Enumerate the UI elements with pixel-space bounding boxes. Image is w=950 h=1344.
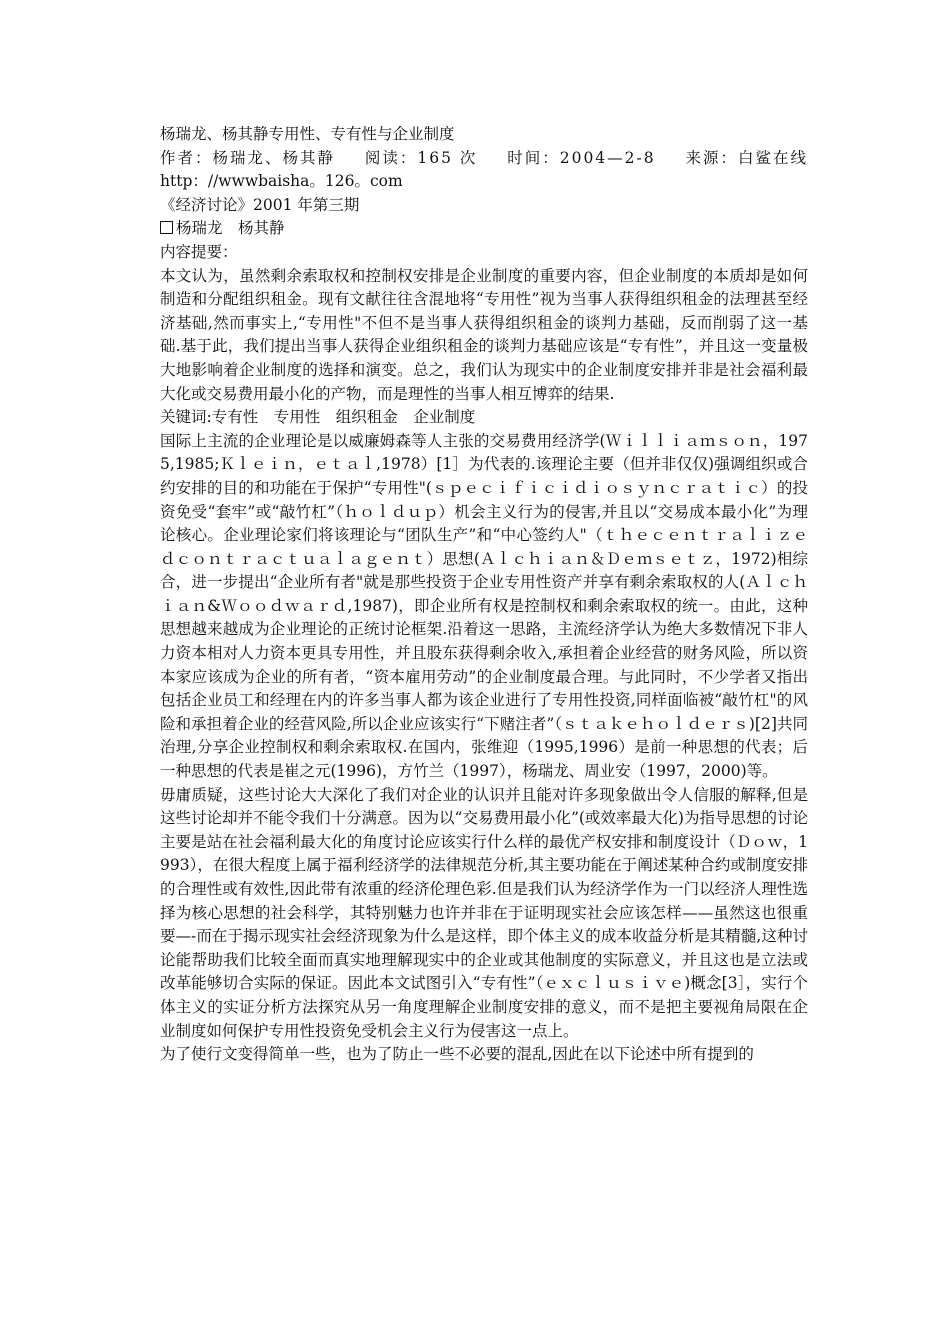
keywords-line: 关键词:专有性 专用性 组织租金 企业制度	[160, 408, 476, 427]
reads-meta: 阅读：165 次	[364, 148, 478, 167]
body-paragraph-3: 为了使行文变得简单一些，也为了防止一些不必要的混乱,因此在以下论述中所有提到的	[160, 1045, 754, 1064]
body-paragraph-2: 毋庸质疑，这些讨论大大深化了我们对企业的认识并且能对许多现象做出令人信服的解释,但是这些讨论却并不能令我们十分满意。因为以“交易费用最小化”(或效率最大化)为指导思想的讨论主要是站在社会福利最大化的角度讨论应该实行什么样的最优产权安排和制度设计（Ｄｏｗ，1993），在很大程度上属于福利经济学的法律规范分析,其主要功能在于阐述某种合约或制度安排的合理性或有效性,因此带有浓重的经济伦理色彩.但是我们认为经济学作为一门以经济人理性选择为核心思想的社会科学，其特别魅力也许并非在于证明现实社会应该怎样——虽然这也很重要—-而在于揭示现实社会经济现象为什么是这样，即个体主义的成本收益分析是其精髓,这种讨论能帮助我们比较全面而真实地理解现实中的企业或其他制度的实际意义，并且这也是立法或改革能够切合实际的保证。因此本文试图引入“专有性”（ｅｘｃｌｕｓｉｖｅ)概念[3］，实行个体主义的实证分析方法探究从另一角度理解企业制度安排的意义，而不是把主要视角局限在企业制度如何保护专用性投资免受机会主义行为侵害这一点上。	[160, 785, 808, 1040]
author-meta: 作者：杨瑞龙、杨其静	[160, 148, 336, 167]
time-meta: 时间：2004—2-8	[507, 148, 656, 167]
authors-text: 杨瑞龙 杨其静	[176, 219, 285, 238]
document-page	[160, 123, 808, 1067]
abstract-heading: 内容提要：	[160, 242, 238, 261]
source-url: http：//wwwbaisha。126。com	[160, 172, 403, 191]
source-meta: 来源：白鲨在线	[685, 148, 808, 167]
authors-line	[160, 217, 808, 241]
document-title: 杨瑞龙、杨其静专用性、专有性与企业制度	[160, 125, 455, 143]
abstract-text: 本文认为，虽然剩余索取权和控制权安排是企业制度的重要内容，但企业制度的本质却是如何制造和分配组织租金。现有文献往往含混地将“专用性”视为当事人获得组织租金的法理甚至经济基础,然而事实上,“专用性"不但不是当事人获得组织租金的谈判力基础，反而削弱了这一基础.基于此，我们提出当事人获得企业组织租金的谈判力基础应该是“专有性”，并且这一变量极大地影响着企业制度的选择和演变。总之，我们认为现实中的企业制度安排并非是社会福利最大化或交易费用最小化的产物，而是理性的当事人相互博弈的结果.	[160, 266, 808, 403]
body-paragraph-1: 国际上主流的企业理论是以威廉姆森等人主张的交易费用经济学(Ｗｉｌｌｉａｍｓｏｎ，1975,1985;Ｋｌｅｉｎ，ｅｔａｌ,1978）[1］为代表的.该理论主要（但并非仅仅)强调组织或合约安排的目的和功能在于保护“专用性"(ｓｐｅｃｉｆｉｃｉｄｉｏｓｙｎｃｒａｔｉｃ）的投资免受“套牢”或“敲竹杠”（ｈｏｌｄｕｐ）机会主义行为的侵害,并且以“交易成本最小化”为理论核心。企业理论家们将该理论与“团队生产”和“中心签约人"（ｔｈｅｃｅｎｔｒａｌｉｚｅｄｃｏｎｔｒａｃｔｕａｌａｇｅｎｔ）思想(Ａｌｃｈｉａｎ＆Ｄｅｍｓｅｔｚ，1972)相综合，进一步提出“企业所有者"就是那些投资于企业专用性资产并享有剩余索取权的人(Ａｌｃｈｉａｎ&Ｗｏｏｄｗａｒｄ,1987)，即企业所有权是控制权和剩余索取权的统一。由此，这种思想越来越成为企业理论的正统讨论框架.沿着这一思路，主流经济学认为绝大多数情况下非人力资本相对人力资本更具专用性，并且股东获得剩余收入,承担着企业经营的财务风险，所以资本家应该成为企业的所有者，“资本雇用劳动”的企业制度最合理。与此同时，不少学者又指出包括企业员工和经理在内的许多当事人都为该企业进行了专用性投资,同样面临被“敲竹杠"的风险和承担着企业的经营风险,所以企业应该实行“下赌注者”（ｓｔａｋｅｈｏｌｄｅｒｓ)[2]共同治理,分享企业控制权和剩余索取权.在国内，张维迎（1995,1996）是前一种思想的代表；后一种思想的代表是崔之元(1996)，方竹兰（1997），杨瑞龙、周业安（1997，2000)等。	[160, 431, 808, 781]
journal-info: 《经济讨论》2001 年第三期	[160, 195, 360, 214]
document-meta	[160, 147, 808, 171]
checkbox-icon	[160, 221, 173, 234]
